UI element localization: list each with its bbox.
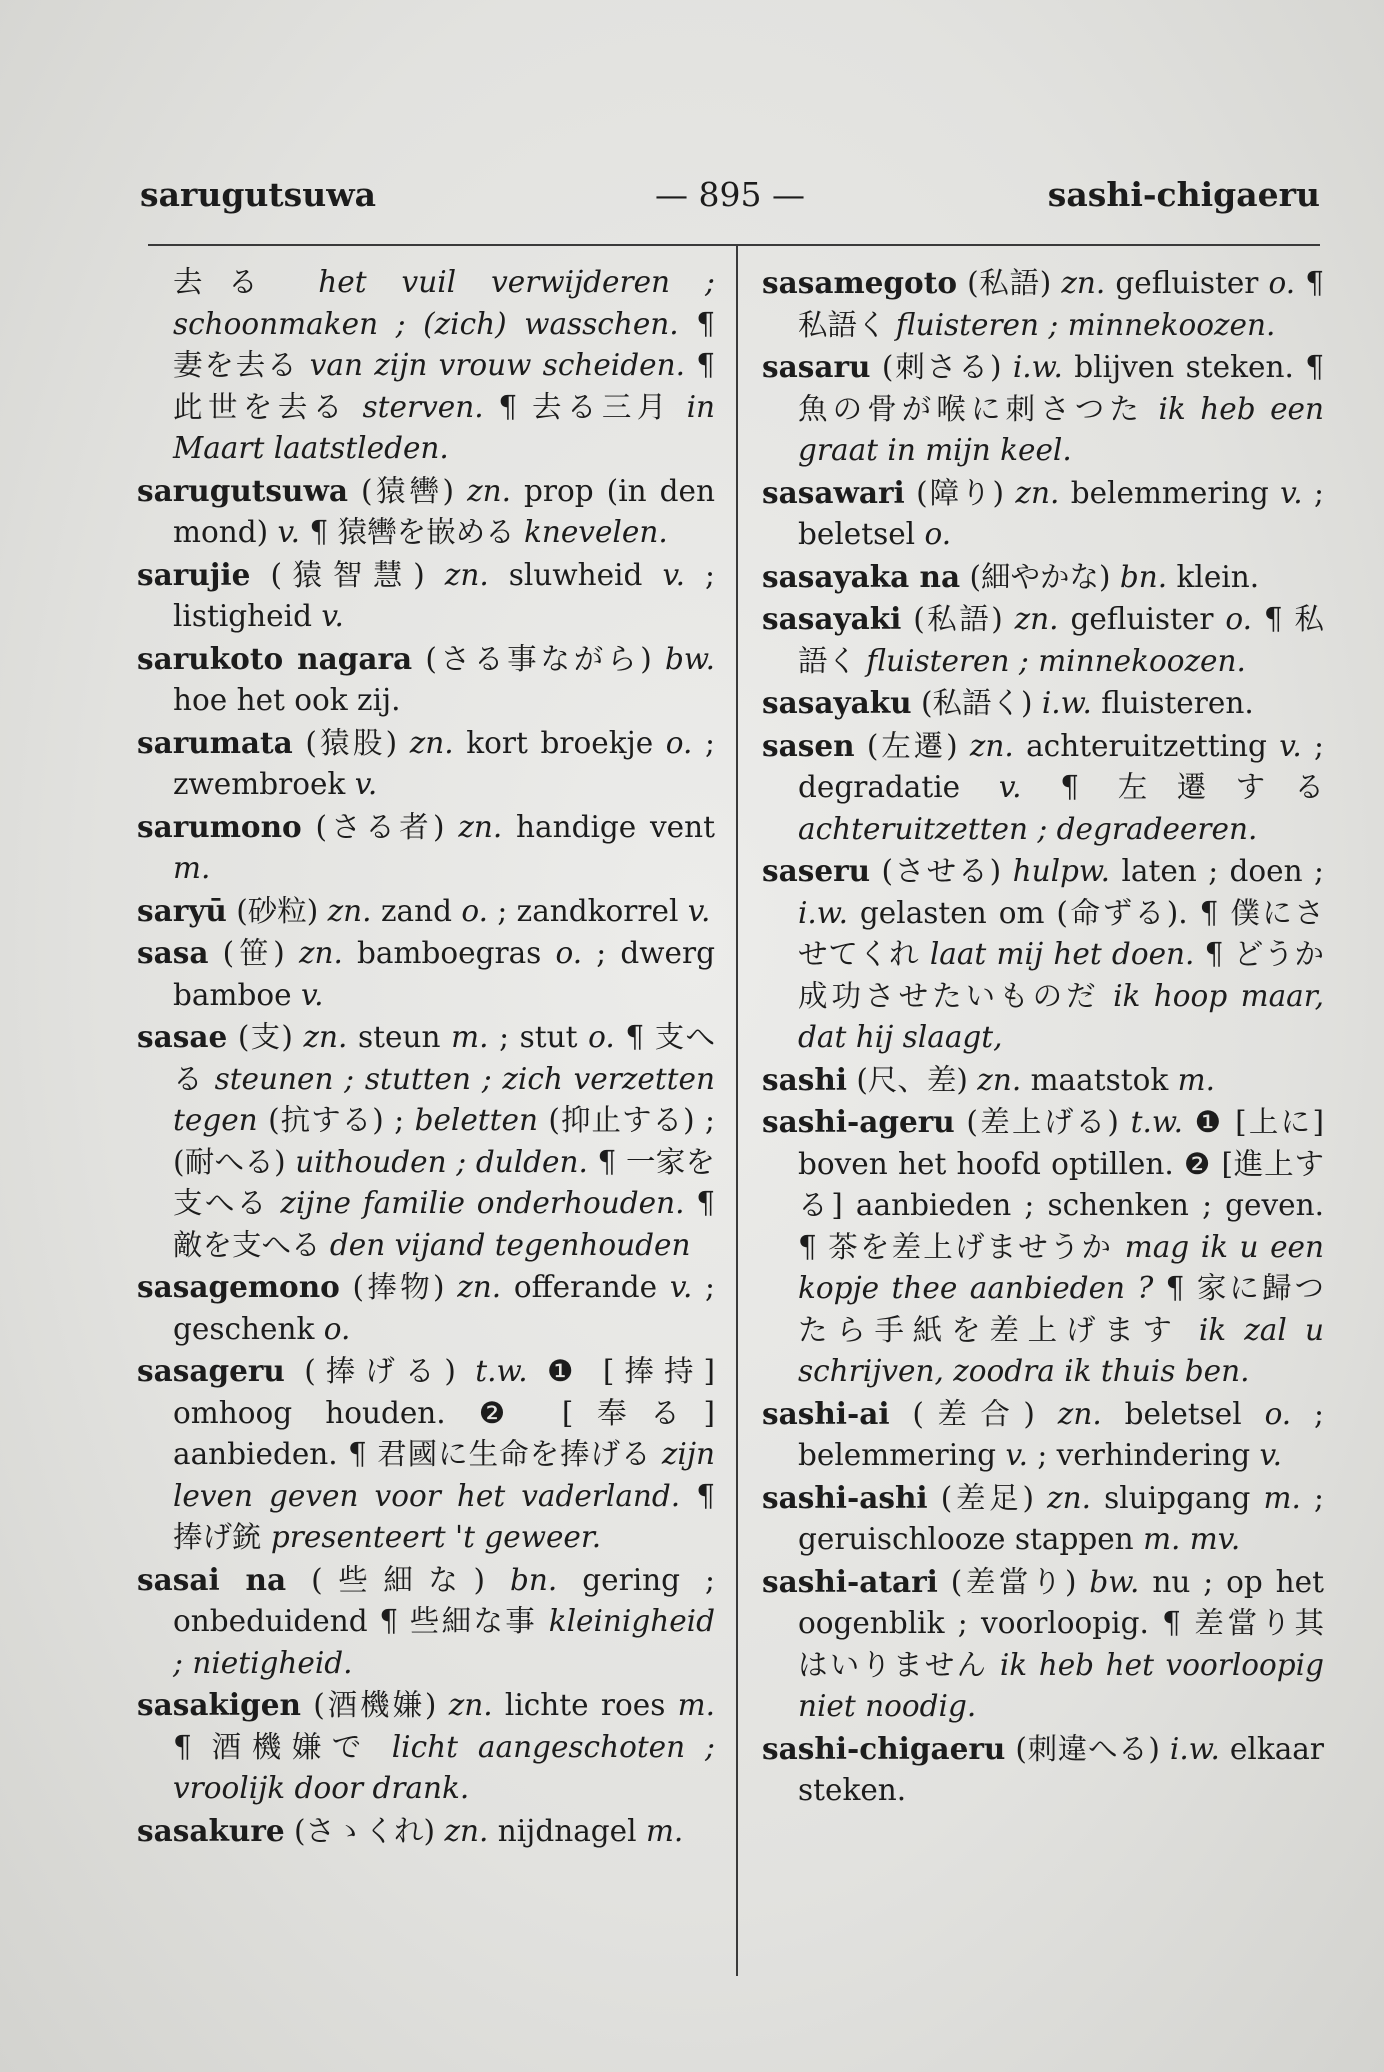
italic-text: o. (665, 725, 693, 760)
entry-text: (尺、差) (847, 1062, 978, 1097)
headword: sarujie (137, 556, 251, 592)
italic-text: beletten (414, 1103, 538, 1137)
right-column (762, 262, 1324, 1812)
entry-text: (笹) (208, 936, 299, 970)
italic-text: o. (588, 1020, 615, 1054)
headword: sasai na (137, 1561, 287, 1597)
italic-text: ik heb het voorloopig niet noodig. (798, 1647, 1324, 1723)
headword: sasawari (762, 474, 905, 510)
entry-text: ; beletsel (798, 475, 1324, 551)
entry-text: prop (in den mond) (173, 473, 716, 549)
headword: sashi-atari (762, 1563, 938, 1599)
headword: sasayaka na (762, 558, 961, 594)
entry-text: ; verhindering (1027, 1438, 1260, 1472)
headword: sashi-ashi (762, 1479, 928, 1515)
headword: sasayaki (762, 601, 902, 636)
entry-text: bamboegras (342, 936, 556, 970)
entry-text: ¶ 私語く (798, 602, 1324, 678)
dictionary-entry (762, 682, 1324, 725)
entry-text: (障り) (904, 475, 1016, 510)
entry-text: ¶ 一家を支へる (173, 1144, 715, 1220)
italic-text: v. (277, 515, 301, 549)
italic-text: bn. (510, 1562, 558, 1597)
entry-text: achteruitzetting (1013, 728, 1280, 763)
entry-text: elkaar steken. (798, 1731, 1324, 1807)
dictionary-entry (137, 1350, 715, 1559)
headword: sarukoto nagara (137, 640, 413, 676)
italic-text: m. (1263, 1480, 1301, 1515)
italic-text: in Maart laatstleden. (173, 389, 715, 465)
headword: sarumono (137, 808, 302, 844)
entry-text: (刺違へる) (1005, 1731, 1170, 1766)
dictionary-entry (137, 554, 715, 638)
dictionary-entry (137, 1016, 715, 1266)
headword: sasen (762, 727, 855, 763)
entry-text: ❶ [上に] boven het hoofd optillen. ❷ [進上する] aanbieden ; schenken ; geven. ¶ 茶を差上げませうか (798, 1105, 1324, 1264)
italic-text: i.w. (1041, 686, 1092, 720)
italic-text: zn. (457, 1270, 502, 1304)
italic-text: t.w. (1130, 1105, 1183, 1139)
italic-text: i.w. (798, 895, 848, 930)
italic-text: hulpw. (1012, 854, 1111, 888)
dictionary-entry (762, 850, 1324, 1059)
headword: sasakigen (137, 1687, 301, 1722)
entry-text: sluwheid (488, 557, 663, 592)
entry-text: (細やかな) (960, 559, 1120, 594)
entry-text: (酒機嫌) (300, 1688, 449, 1722)
italic-text: presenteert 't geweer. (270, 1520, 602, 1554)
headword: sasaru (762, 349, 871, 384)
entry-text: ; zandkorrel (487, 893, 688, 928)
entry-text: gefluister (1105, 266, 1269, 300)
italic-text: m. (1177, 1062, 1215, 1097)
italic-text: o. (1264, 1396, 1292, 1431)
entry-text: ¶ 私語く (798, 266, 1324, 342)
entry-text: 去る (173, 265, 319, 299)
italic-text: bw. (1089, 1564, 1140, 1599)
entry-text: ; dwerg bamboe (173, 936, 715, 1012)
italic-text: steunen ; stutten ; zich verzetten tegen (173, 1061, 715, 1137)
italic-text: zn. (1057, 1396, 1102, 1431)
running-head-left: sarugutsuwa (140, 175, 377, 214)
entry-text: zand (371, 893, 462, 928)
entry-text: ; geruischlooze stappen (798, 1480, 1324, 1556)
dictionary-entry (762, 1101, 1324, 1393)
entry-text: nijdnagel (488, 1813, 646, 1848)
italic-text: v. (321, 599, 344, 633)
italic-text: zn. (969, 728, 1014, 763)
entry-text: ¶ 此世を去る (173, 348, 715, 424)
headword: saseru (762, 853, 871, 888)
italic-text: fluisteren ; minnekoozen. (895, 307, 1276, 342)
italic-text: zn. (409, 725, 454, 760)
entry-text: kort broekje (453, 725, 666, 760)
italic-text: o. (461, 893, 488, 928)
headword: sasayaku (762, 685, 912, 720)
italic-text: i.w. (1012, 350, 1063, 384)
dictionary-entry (762, 1728, 1324, 1812)
entry-text: klein. (1167, 559, 1260, 594)
italic-text: o. (1225, 602, 1252, 636)
headword: sasae (137, 1019, 228, 1054)
italic-text: zn. (448, 1688, 493, 1722)
italic-text: licht aangeschoten ; vroolijk door drank. (173, 1729, 715, 1805)
entry-text: (支) (227, 1020, 304, 1054)
dictionary-entry (762, 1561, 1324, 1728)
italic-text: zn. (1047, 1480, 1092, 1515)
italic-text: o. (323, 1311, 351, 1346)
headword: saryū (137, 892, 227, 928)
italic-text: o. (924, 517, 952, 551)
italic-text: v. (1279, 728, 1302, 763)
italic-text: zn. (467, 473, 511, 508)
entry-text: hoe het ook zij. (173, 683, 401, 717)
italic-text: achteruitzetten ; degradeeren. (798, 811, 1258, 846)
entry-text: (私語く) (911, 686, 1042, 720)
entry-text: fluisteren. (1091, 686, 1254, 720)
entry-text: (私語) (957, 266, 1062, 300)
headword: sasa (137, 935, 209, 970)
entry-text: (差合) (889, 1396, 1058, 1431)
entry-text: gering ; onbeduidend ¶ 些細な事 (173, 1562, 715, 1638)
italic-text: zn. (1061, 266, 1106, 300)
italic-text: zn. (977, 1062, 1022, 1097)
entry-text: sluipgang (1091, 1480, 1264, 1515)
entry-text: ¶ 支へる (173, 1020, 715, 1096)
italic-text: v. (354, 767, 378, 801)
dictionary-entry (137, 470, 715, 554)
italic-text: zijne familie onderhouden. (280, 1186, 685, 1220)
entry-text: (抗する) ; (257, 1103, 415, 1137)
entry-text: gefluister (1058, 602, 1226, 636)
entry-text: gelasten om (命ずる). ¶ 僕にさせてくれ (798, 895, 1324, 971)
italic-text: v. (300, 977, 324, 1012)
italic-text: zn. (1015, 475, 1060, 510)
entry-text: (抑止する) ; (耐へる) (173, 1103, 715, 1179)
italic-text: m. (173, 851, 211, 885)
italic-text: t.w. (475, 1354, 528, 1388)
headword: sashi-ageru (762, 1104, 955, 1139)
headword: sasageru (137, 1353, 285, 1388)
entry-text: (猿轡) (347, 473, 468, 508)
column-divider (736, 246, 738, 1976)
italic-text: den vijand tegenhouden (329, 1227, 691, 1262)
italic-text: zn. (303, 1020, 348, 1054)
headword: sarugutsuwa (137, 472, 348, 508)
italic-text: m. mv. (1143, 1522, 1241, 1556)
italic-text: zijn leven geven voor het vaderland. (173, 1437, 715, 1513)
italic-text: ik heb een graat in mijn keel. (798, 391, 1324, 467)
entry-text: laten ; doen ; (1110, 854, 1324, 888)
italic-text: fluisteren ; minnekoozen. (866, 643, 1246, 678)
entry-text: belemmering (1059, 475, 1281, 510)
entry-text: (させる) (870, 854, 1013, 888)
dictionary-entry (762, 472, 1324, 556)
dictionary-entry (762, 598, 1324, 682)
italic-text: i.w. (1169, 1731, 1220, 1766)
entry-text: ¶ 酒機嫌で (173, 1729, 392, 1764)
dictionary-entry (137, 806, 715, 890)
italic-text: bn. (1119, 559, 1168, 594)
header-rule (148, 244, 1320, 246)
entry-text: (左遷) (854, 728, 970, 763)
italic-text: bw. (664, 641, 715, 676)
italic-text: mag ik u een kopje thee aanbieden ? (798, 1229, 1324, 1305)
entry-text: (差上げる) (954, 1105, 1131, 1139)
dictionary-entry (137, 890, 715, 933)
italic-text: v. (669, 1270, 693, 1304)
italic-text: v. (1280, 475, 1303, 510)
entry-text: ¶ 去る三月 (483, 389, 687, 424)
italic-text: zn. (327, 893, 372, 928)
entry-text: ; degradatie (798, 728, 1324, 804)
italic-text: van zijn vrouw scheiden. (309, 348, 685, 382)
italic-text: laat mij het doen. (929, 937, 1195, 971)
entry-text: (猿股) (292, 725, 410, 760)
italic-text: zn. (444, 1813, 489, 1848)
entry-text: blijven steken. ¶ 魚の骨が喉に刺さつた (798, 350, 1324, 426)
dictionary-entry (137, 722, 715, 806)
italic-text: v. (998, 770, 1022, 804)
entry-text: (私語) (901, 602, 1015, 636)
headword: sashi-ai (762, 1395, 890, 1431)
running-head-right: sashi-chigaeru (1047, 175, 1320, 214)
dictionary-entry (137, 932, 715, 1016)
italic-text: sterven. (362, 389, 484, 424)
italic-text: v. (687, 893, 711, 928)
entry-text: ¶ 左遷する (1021, 770, 1324, 804)
entry-text: (さる事ながら) (412, 641, 665, 676)
headword: sasamegoto (762, 265, 958, 300)
page-number: — 895 — (655, 175, 805, 214)
entry-text: ¶ 妻を去る (173, 306, 715, 382)
headword: sasakure (137, 1812, 285, 1848)
entry-text: (さゝくれ) (284, 1813, 445, 1848)
dictionary-entry (762, 262, 1324, 346)
dictionary-entry (137, 1810, 715, 1853)
entry-text: maatstok (1021, 1062, 1178, 1097)
headword: sashi-chigaeru (762, 1730, 1006, 1766)
entry-text: ; geschenk (173, 1270, 715, 1346)
dictionary-entry (137, 638, 715, 722)
italic-text: v. (662, 557, 685, 592)
entry-text: (些細な) (286, 1562, 511, 1597)
dictionary-entry (762, 556, 1324, 599)
italic-text: ik zal u schrijven, zoodra ik thuis ben. (798, 1312, 1324, 1388)
entry-text: (さる者) (301, 809, 459, 844)
dictionary-entry (137, 1684, 715, 1810)
dictionary-entry (137, 1559, 715, 1685)
entry-text: ; zwembroek (173, 725, 715, 801)
dictionary-entry (762, 346, 1324, 472)
dictionary-entry (762, 725, 1324, 851)
entry-text: steun (347, 1020, 452, 1054)
entry-text: (猿智慧) (250, 557, 445, 592)
dictionary-entry (762, 1477, 1324, 1561)
headword: sashi (762, 1061, 847, 1097)
entry-text: (捧げる) (284, 1354, 476, 1388)
italic-text: kleinigheid ; nietigheid. (173, 1604, 715, 1680)
dictionary-entry (762, 1393, 1324, 1477)
entry-text: ¶ 猿轡を嵌める (300, 515, 524, 549)
italic-text: knevelen. (523, 515, 668, 549)
entry-text: (差當り) (937, 1564, 1090, 1599)
running-head (140, 175, 1320, 225)
entry-text: (砂粒) (226, 893, 328, 928)
headword: sarumata (137, 724, 293, 760)
entry-text: lichte roes (492, 1688, 678, 1722)
italic-text: m. (645, 1813, 684, 1848)
entry-text: ¶ 捧げ銃 (173, 1478, 715, 1554)
headword: sasagemono (137, 1269, 340, 1304)
italic-text: zn. (458, 809, 503, 844)
entry-text: offerande (501, 1270, 670, 1304)
italic-text: v. (1005, 1438, 1028, 1472)
italic-text: m. (677, 1688, 715, 1722)
italic-text: zn. (444, 557, 489, 592)
entry-text: (刺さる) (870, 350, 1013, 384)
entry-text: ; listigheid (173, 557, 715, 633)
dictionary-entry (137, 1266, 715, 1350)
italic-text: uithouden ; dulden. (295, 1144, 588, 1179)
italic-text: ik hoop maar, dat hij slaagt, (798, 978, 1324, 1054)
entry-text: ¶ 敵を支へる (173, 1186, 715, 1262)
entry-text: handige vent (502, 809, 715, 844)
italic-text: zn. (1014, 602, 1059, 636)
italic-text: zn. (298, 936, 343, 970)
italic-text: m. (451, 1020, 489, 1054)
entry-text: ; stut (488, 1020, 589, 1054)
left-column (137, 262, 715, 1852)
italic-text: o. (1268, 266, 1296, 300)
italic-text: het vuil verwijderen ; schoonmaken ; (zich) wasschen. (173, 265, 715, 341)
entry-text: (捧物) (339, 1270, 458, 1304)
entry-text: beletsel (1101, 1396, 1265, 1431)
entry-text: ❶ [捧持] omhoog houden. ❷ [奉る] aanbieden. ¶ 君國に生命を捧げる (173, 1354, 715, 1471)
entry-text: ¶ 家に歸つたら手紙を差上げます (798, 1271, 1324, 1347)
italic-text: o. (555, 936, 583, 970)
entry-text: ¶ どうか成功させたいものだ (798, 937, 1324, 1013)
dictionary-entry (762, 1059, 1324, 1102)
entry-text: nu ; op het oogenblik ; voorloopig. ¶ 差當り其はいりません (798, 1564, 1324, 1682)
entry-text: ; belemmering (798, 1396, 1324, 1472)
entry-text: (差足) (927, 1480, 1048, 1515)
italic-text: v. (1259, 1438, 1283, 1472)
entry-continuation (137, 262, 715, 470)
